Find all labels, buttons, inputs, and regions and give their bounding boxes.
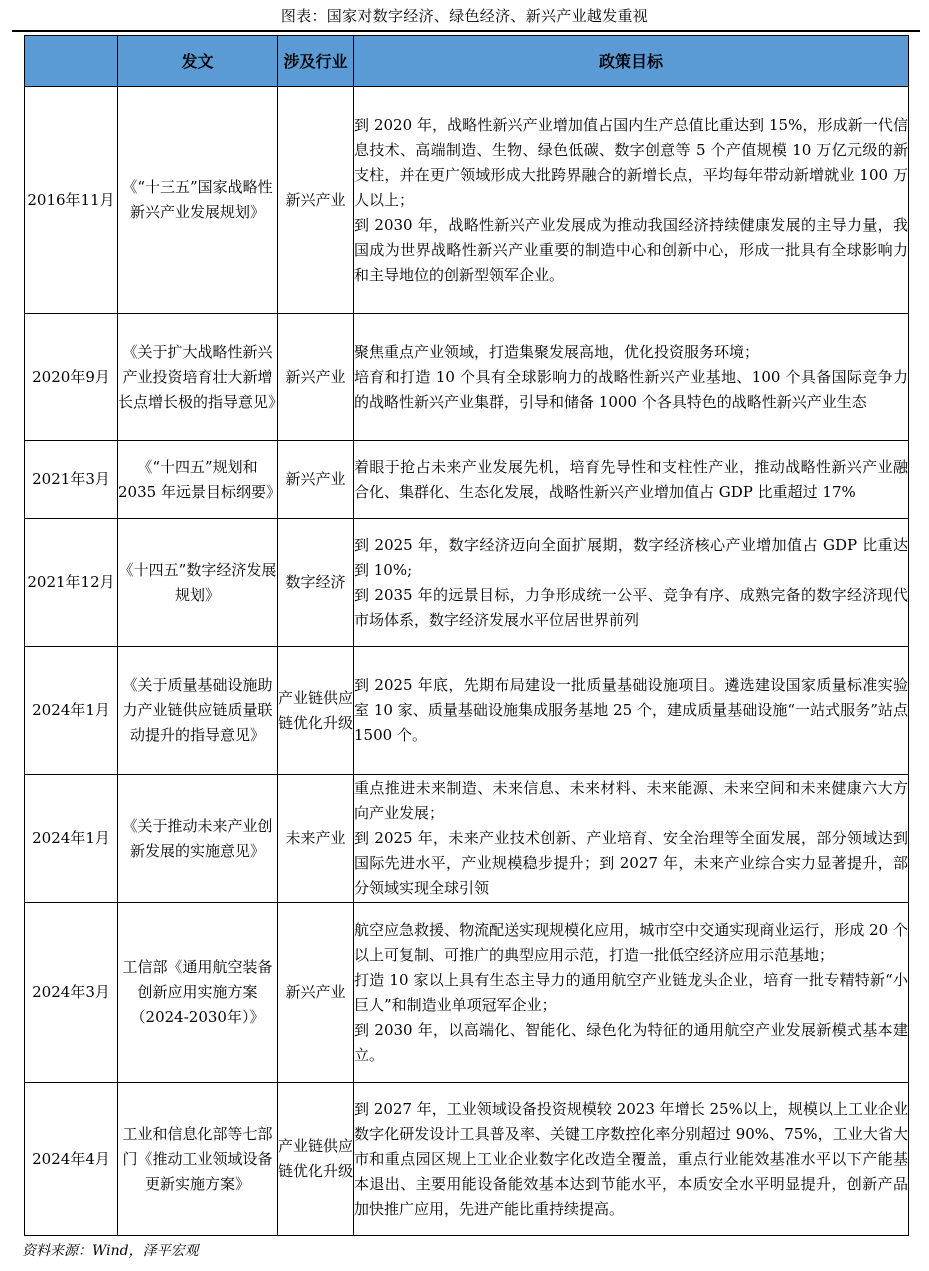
title-rule bbox=[12, 30, 920, 32]
row-industry: 新兴产业 bbox=[278, 314, 354, 441]
row-document: 工业和信息化部等七部门《推动工业领域设备更新实施方案》 bbox=[118, 1083, 278, 1236]
goal-paragraph: 到 2025 年，未来产业技术创新、产业培育、安全治理等全面发展，部分领域达到国际先进水平，产业规模稳步提升；到 2027 年，未来产业综合实力显著提升，部分领域实现全球引领 bbox=[354, 829, 908, 897]
goal-paragraph: 到 2025 年底，先期布局建设一批质量基础设施项目。遴选建设国家质量标准实验室 10 家、质量基础设施集成服务基地 25 个，建成质量基础设施“一站式服务”站点 1500 个。 bbox=[354, 676, 908, 744]
table-row bbox=[25, 519, 909, 647]
row-document: 《关于扩大战略性新兴产业投资培育壮大新增长点增长极的指导意见》 bbox=[118, 314, 278, 441]
row-goal bbox=[354, 647, 909, 775]
source-note: 资料来源：Wind，泽平宏观 bbox=[22, 1243, 199, 1259]
row-document: 《十四五”数字经济发展规划》 bbox=[118, 519, 278, 647]
row-date: 2024年4月 bbox=[25, 1083, 118, 1236]
row-date: 2016年11月 bbox=[25, 87, 118, 314]
goal-paragraph: 聚焦重点产业领域，打造集聚发展高地，优化投资服务环境； bbox=[354, 342, 760, 361]
table-header-row bbox=[25, 36, 909, 87]
row-industry: 未来产业 bbox=[278, 775, 354, 903]
row-date: 2021年3月 bbox=[25, 441, 118, 519]
row-industry: 新兴产业 bbox=[278, 87, 354, 314]
row-goal bbox=[354, 903, 909, 1083]
table-row bbox=[25, 775, 909, 903]
table-row bbox=[25, 1083, 909, 1236]
row-document: 《“十三五”国家战略性新兴产业发展规划》 bbox=[118, 87, 278, 314]
goal-paragraph: 到 2027 年，工业领域设备投资规模较 2023 年增长 25%以上，规模以上工业企业数字化研发设计工具普及率、关键工序数控化率分别超过 90%、75%，工业大省大市和重点园区规上工业企业数字化改造全覆盖，重点行业能效基准水平以下产能基本退出、主要用能设备能效基本达到节能水平，本质安全水平明显提升，创新产品加快推广应用，先进产能比重持续提高。 bbox=[354, 1099, 908, 1218]
table-row bbox=[25, 87, 909, 314]
row-industry: 新兴产业 bbox=[278, 441, 354, 519]
table-row bbox=[25, 441, 909, 519]
goal-paragraph: 打造 10 家以上具有生态主导力的通用航空产业链龙头企业，培育一批专精特新“小巨人”和制造业单项冠军企业； bbox=[354, 970, 908, 1014]
goal-paragraph: 到 2035 年的远景目标，力争形成统一公平、竞争有序、成熟完备的数字经济现代市场体系，数字经济发展水平位居世界前列 bbox=[354, 585, 908, 629]
header-date bbox=[25, 36, 118, 87]
goal-paragraph: 航空应急救援、物流配送实现规模化应用，城市空中交通实现商业运行，形成 20 个以上可复制、可推广的典型应用示范，打造一批低空经济应用示范基地； bbox=[354, 920, 908, 964]
row-date: 2024年1月 bbox=[25, 647, 118, 775]
row-industry: 产业链供应链优化升级 bbox=[278, 1083, 354, 1236]
row-document: 《关于推动未来产业创新发展的实施意见》 bbox=[118, 775, 278, 903]
goal-paragraph: 重点推进未来制造、未来信息、未来材料、未来能源、未来空间和未来健康六大方向产业发展； bbox=[354, 779, 908, 822]
chart-title: 图表：国家对数字经济、绿色经济、新兴产业越发重视 bbox=[280, 7, 649, 25]
header-goal: 政策目标 bbox=[354, 36, 909, 87]
row-industry: 新兴产业 bbox=[278, 903, 354, 1083]
row-goal bbox=[354, 775, 909, 903]
goal-paragraph: 到 2030 年，战略性新兴产业发展成为推动我国经济持续健康发展的主导力量，我国成为世界战略性新兴产业重要的制造中心和创新中心，形成一批具有全球影响力和主导地位的创新型领军企业。 bbox=[354, 215, 908, 284]
row-goal bbox=[354, 1083, 909, 1236]
row-date: 2024年1月 bbox=[25, 775, 118, 903]
row-date: 2024年3月 bbox=[25, 903, 118, 1083]
row-document: 《“十四五”规划和 2035 年远景目标纲要》 bbox=[118, 441, 278, 519]
header-doc: 发文 bbox=[118, 36, 278, 87]
goal-paragraph: 到 2020 年，战略性新兴产业增加值占国内生产总值比重达到 15%，形成新一代信息技术、高端制造、生物、绿色低碳、数字创意等 5 个产值规模 10 万亿元级的新支柱，并在更广领域形成大批跨界融合的新增长点，平均每年带动新增就业 100 万人以上； bbox=[354, 115, 908, 209]
row-date: 2020年9月 bbox=[25, 314, 118, 441]
row-goal bbox=[354, 314, 909, 441]
row-industry: 数字经济 bbox=[278, 519, 354, 647]
goal-paragraph: 到 2025 年，数字经济迈向全面扩展期，数字经济核心产业增加值占 GDP 比重达到 10%; bbox=[354, 535, 908, 579]
row-document: 《关于质量基础设施助力产业链供应链质量联动提升的指导意见》 bbox=[118, 647, 278, 775]
header-industry: 涉及行业 bbox=[278, 36, 354, 87]
row-industry: 产业链供应链优化升级 bbox=[278, 647, 354, 775]
table-row bbox=[25, 314, 909, 441]
row-document: 工信部《通用航空装备创新应用实施方案（2024-2030年）》 bbox=[118, 903, 278, 1083]
row-goal bbox=[354, 519, 909, 647]
table-row bbox=[25, 903, 909, 1083]
goal-paragraph: 着眼于抢占未来产业发展先机，培育先导性和支柱性产业，推动战略性新兴产业融合化、集群化、生态化发展，战略性新兴产业增加值占 GDP 比重超过 17% bbox=[354, 457, 908, 501]
row-date: 2021年12月 bbox=[25, 519, 118, 647]
goal-paragraph: 到 2030 年，以高端化、智能化、绿色化为特征的通用航空产业发展新模式基本建立。 bbox=[354, 1020, 908, 1064]
goal-paragraph: 培育和打造 10 个具有全球影响力的战略性新兴产业基地、100 个具备国际竞争力的战略性新兴产业集群，引导和储备 1000 个各具特色的战略性新兴产业生态 bbox=[354, 367, 908, 411]
row-goal bbox=[354, 441, 909, 519]
row-goal bbox=[354, 87, 909, 314]
table-row bbox=[25, 647, 909, 775]
policy-table bbox=[24, 35, 909, 1236]
